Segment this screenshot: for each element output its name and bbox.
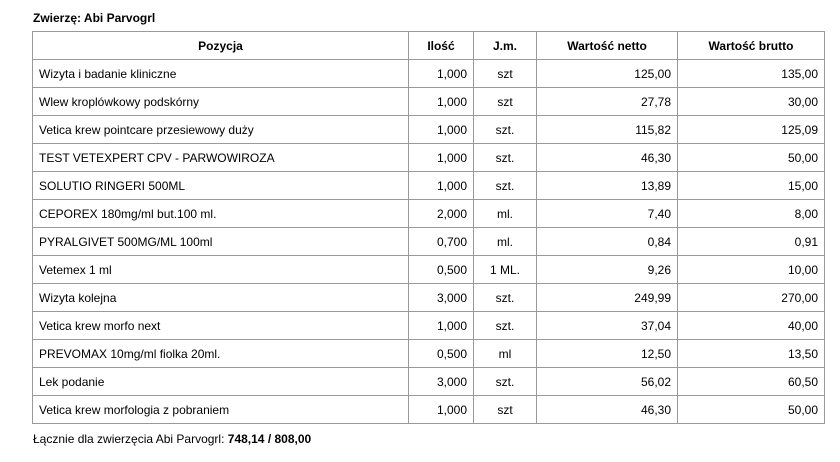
cell-name: Vetica krew morfologia z pobraniem [33, 396, 409, 424]
cell-name: Wizyta kolejna [33, 284, 409, 312]
cell-name: Lek podanie [33, 368, 409, 396]
column-header-unit: J.m. [474, 32, 537, 60]
cell-qty: 0,700 [409, 228, 474, 256]
column-header-net: Wartość netto [537, 32, 678, 60]
cell-net-value: 56,02 [537, 368, 678, 396]
cell-gross-value: 40,00 [678, 312, 825, 340]
cell-net-value: 13,89 [537, 172, 678, 200]
animal-title: Zwierzę: Abi Parvogrl [33, 11, 156, 25]
table-header-row [33, 32, 825, 60]
table-row [33, 256, 825, 284]
cell-net-value: 7,40 [537, 200, 678, 228]
cell-gross-value: 13,50 [678, 340, 825, 368]
cell-qty: 1,000 [409, 60, 474, 88]
cell-name: CEPOREX 180mg/ml but.100 ml. [33, 200, 409, 228]
cell-name: PYRALGIVET 500MG/ML 100ml [33, 228, 409, 256]
cell-name: Wlew kroplówkowy podskórny [33, 88, 409, 116]
cell-unit: szt. [474, 284, 537, 312]
cell-qty: 0,500 [409, 256, 474, 284]
cell-net-value: 46,30 [537, 144, 678, 172]
cell-name: Vetica krew morfo next [33, 312, 409, 340]
cell-gross-value: 8,00 [678, 200, 825, 228]
cell-net-value: 115,82 [537, 116, 678, 144]
cell-qty: 0,500 [409, 340, 474, 368]
cell-gross-value: 125,09 [678, 116, 825, 144]
cell-unit: szt. [474, 312, 537, 340]
table-row [33, 368, 825, 396]
column-header-qty: Ilość [409, 32, 474, 60]
cell-name: SOLUTIO RINGERI 500ML [33, 172, 409, 200]
table-row [33, 60, 825, 88]
cell-qty: 1,000 [409, 144, 474, 172]
table-row [33, 396, 825, 424]
cell-unit: szt [474, 396, 537, 424]
cell-qty: 1,000 [409, 396, 474, 424]
cell-name: TEST VETEXPERT CPV - PARWOWIROZA [33, 144, 409, 172]
cell-unit: szt. [474, 368, 537, 396]
cell-net-value: 37,04 [537, 312, 678, 340]
table-row [33, 200, 825, 228]
cell-net-value: 9,26 [537, 256, 678, 284]
cell-gross-value: 10,00 [678, 256, 825, 284]
cell-gross-value: 50,00 [678, 144, 825, 172]
table-row [33, 340, 825, 368]
cell-gross-value: 50,00 [678, 396, 825, 424]
cell-qty: 1,000 [409, 88, 474, 116]
cell-gross-value: 135,00 [678, 60, 825, 88]
cell-net-value: 12,50 [537, 340, 678, 368]
cell-qty: 3,000 [409, 368, 474, 396]
cell-gross-value: 270,00 [678, 284, 825, 312]
cell-qty: 2,000 [409, 200, 474, 228]
table-body [33, 60, 825, 424]
cell-qty: 1,000 [409, 172, 474, 200]
cell-qty: 1,000 [409, 116, 474, 144]
column-header-name: Pozycja [33, 32, 409, 60]
cell-net-value: 27,78 [537, 88, 678, 116]
table-row [33, 116, 825, 144]
table-row [33, 172, 825, 200]
cell-net-value: 249,99 [537, 284, 678, 312]
cell-unit: ml. [474, 228, 537, 256]
cell-name: Vetica krew pointcare przesiewowy duży [33, 116, 409, 144]
table-row [33, 228, 825, 256]
cell-gross-value: 60,50 [678, 368, 825, 396]
cell-gross-value: 15,00 [678, 172, 825, 200]
total-label: Łącznie dla zwierzęcia Abi Parvogrl: [33, 432, 225, 446]
cell-unit: szt [474, 60, 537, 88]
cell-net-value: 0,84 [537, 228, 678, 256]
cell-unit: szt. [474, 144, 537, 172]
cell-unit: ml. [474, 200, 537, 228]
cell-unit: szt. [474, 116, 537, 144]
total-values: 748,14 / 808,00 [227, 432, 312, 446]
cell-unit: szt [474, 88, 537, 116]
cell-net-value: 46,30 [537, 396, 678, 424]
cell-name: Vetemex 1 ml [33, 256, 409, 284]
cell-unit: ml [474, 340, 537, 368]
table-row [33, 88, 825, 116]
cell-qty: 1,000 [409, 312, 474, 340]
cell-qty: 3,000 [409, 284, 474, 312]
animal-total [33, 432, 311, 446]
cell-gross-value: 0,91 [678, 228, 825, 256]
cell-unit: szt. [474, 172, 537, 200]
cell-unit: 1 ML. [474, 256, 537, 284]
cell-name: PREVOMAX 10mg/ml fiolka 20ml. [33, 340, 409, 368]
positions-table [32, 31, 825, 424]
column-header-gross: Wartość brutto [678, 32, 825, 60]
table-row [33, 312, 825, 340]
cell-name: Wizyta i badanie kliniczne [33, 60, 409, 88]
cell-net-value: 125,00 [537, 60, 678, 88]
table-row [33, 144, 825, 172]
table-row [33, 284, 825, 312]
cell-gross-value: 30,00 [678, 88, 825, 116]
